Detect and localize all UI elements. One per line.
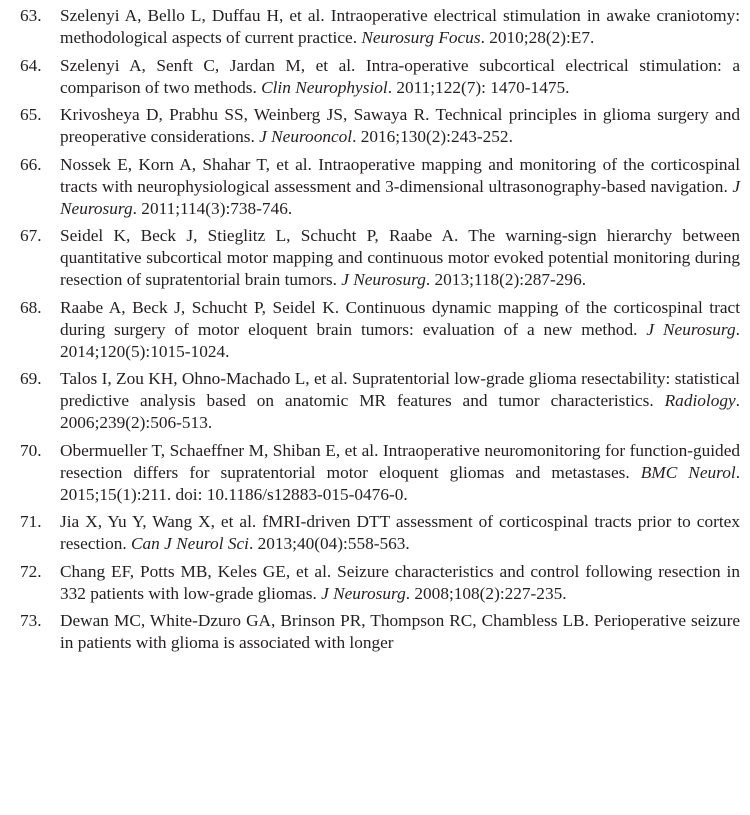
reference-item <box>20 368 740 434</box>
reference-citation: . 2014;120(5):1015-1024. <box>60 319 740 361</box>
reference-text: Nossek E, Korn A, Shahar T, et al. Intraoperative mapping and monitoring of the corticospinal tracts with neurophysiological assessment and 3-dimensional ultrasonography-based navigation. <box>60 154 740 196</box>
reference-citation: . 2015;15(1):211. doi: 10.1186/s12883-015-0476-0. <box>60 462 741 504</box>
reference-item <box>20 5 740 49</box>
reference-text: Jia X, Yu Y, Wang X, et al. fMRI-driven DTT assessment of corticospinal tracts prior to cortex resection. <box>60 512 740 553</box>
journal-name: Neurosurg Focus <box>361 28 481 47</box>
reference-number: 68. <box>20 297 42 317</box>
reference-item <box>20 297 740 363</box>
reference-text: Dewan MC, White-Dzuro GA, Brinson PR, Thompson RC, Chambless LB. Perioperative seizure in patients with glioma is associated with longer <box>60 611 740 652</box>
reference-citation: . 2011;114(3):738-746. <box>132 198 293 218</box>
journal-name: Can J Neurol Sci <box>131 534 249 553</box>
reference-item <box>20 610 740 654</box>
reference-item <box>20 154 740 220</box>
reference-number: 70. <box>20 440 42 460</box>
reference-text: Talos I, Zou KH, Ohno-Machado L, et al. Supratentorial low-grade glioma resectability: statistical predictive analysis based on anatomic MR features and tumor characteristics. <box>60 369 740 410</box>
reference-number: 66. <box>20 154 42 174</box>
journal-name: J Neurooncol <box>259 127 353 146</box>
reference-citation: . 2011;122(7): 1470-1475. <box>387 77 570 97</box>
journal-name: J Neurosurg <box>646 319 736 339</box>
journal-name: Clin Neurophysiol <box>261 77 388 97</box>
reference-number: 69. <box>20 369 42 388</box>
reference-citation: . 2008;108(2):227-235. <box>405 583 567 603</box>
reference-number: 72. <box>20 561 42 581</box>
reference-number: 67. <box>20 226 42 245</box>
reference-text: Szelenyi A, Bello L, Duffau H, et al. Intraoperative electrical stimulation in awake craniotomy: methodological aspects of current practice. <box>60 6 740 47</box>
reference-item <box>20 511 740 555</box>
reference-citation: . 2006;239(2):506-513. <box>60 391 740 432</box>
reference-citation: . 2016;130(2):243-252. <box>352 127 513 146</box>
reference-text: Obermueller T, Schaeffner M, Shiban E, et al. Intraoperative neuromonitoring for function-guided resection differs for supratentorial motor eloquent gliomas and metastases. <box>60 440 740 482</box>
reference-text: Raabe A, Beck J, Schucht P, Seidel K. Continuous dynamic mapping of the corticospinal tract during surgery of motor eloquent brain tumors: evaluation of a new method. <box>60 297 740 339</box>
reference-citation: . 2010;28(2):E7. <box>480 28 595 47</box>
reference-list <box>20 5 740 660</box>
journal-name: J Neurosurg <box>321 583 406 603</box>
reference-item <box>20 225 740 291</box>
reference-citation: . 2013;118(2):287-296. <box>425 270 587 289</box>
reference-number: 71. <box>20 512 42 531</box>
journal-name: J Neurosurg <box>341 270 426 289</box>
reference-item <box>20 55 740 99</box>
journal-name: BMC Neurol <box>640 462 736 482</box>
reference-number: 63. <box>20 6 42 25</box>
reference-item <box>20 440 740 506</box>
reference-number: 73. <box>20 611 42 630</box>
reference-text: Krivosheya D, Prabhu SS, Weinberg JS, Sawaya R. Technical principles in glioma surgery and preoperative considerations. <box>60 105 740 146</box>
reference-text: Seidel K, Beck J, Stieglitz L, Schucht P, Raabe A. The warning-sign hierarchy between quantitative subcortical motor mapping and continuous motor evoked potential monitoring during resection of supratentorial brain tumors. <box>60 226 740 289</box>
journal-name: Radiology <box>664 391 736 410</box>
reference-text: Szelenyi A, Senft C, Jardan M, et al. Intra-operative subcortical electrical stimulation: a comparison of two methods. <box>60 55 740 97</box>
reference-item <box>20 104 740 148</box>
reference-citation: . 2013;40(04):558-563. <box>248 534 410 553</box>
reference-text: Chang EF, Potts MB, Keles GE, et al. Seizure characteristics and control following resection in 332 patients with low-grade gliomas. <box>60 561 740 603</box>
reference-number: 65. <box>20 105 42 124</box>
journal-name: J Neurosurg <box>60 176 740 218</box>
reference-item <box>20 561 740 605</box>
reference-number: 64. <box>20 55 42 75</box>
